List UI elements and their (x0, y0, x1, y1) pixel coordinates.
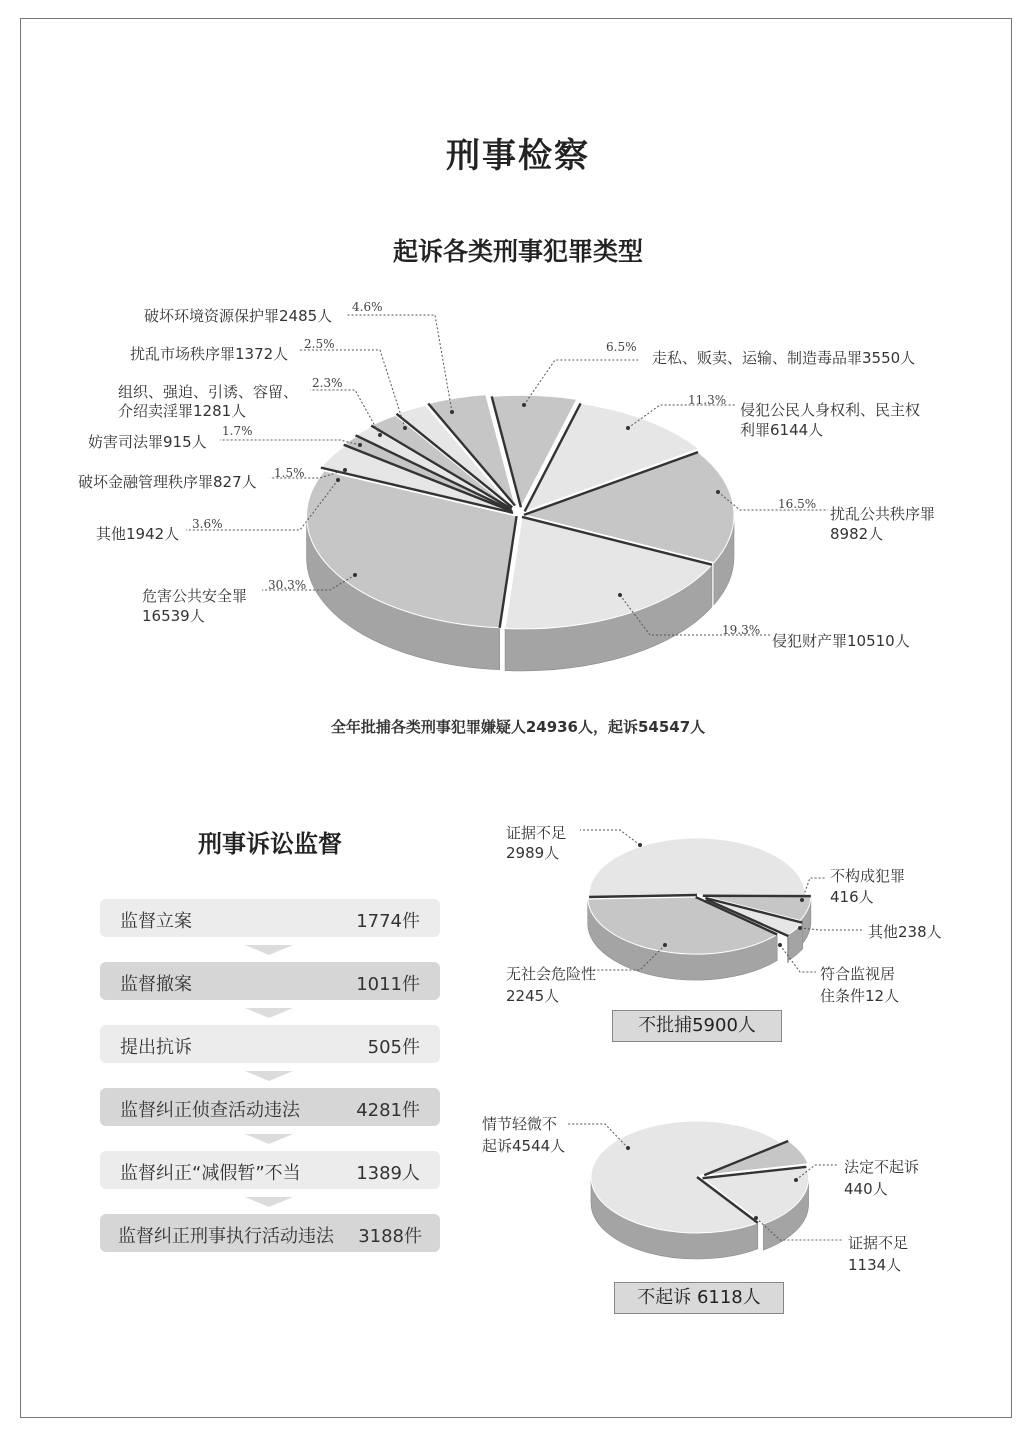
slice-label-no-danger-1: 无社会危险性 (506, 965, 597, 983)
leader-dot (378, 433, 382, 437)
pie-slice-side (788, 936, 789, 963)
leader-dot (336, 478, 340, 482)
leader-dot (353, 573, 357, 577)
down-arrow-icon (245, 945, 293, 955)
leader-dot (778, 943, 782, 947)
slice-label-environment: 破坏环境资源保护罪2485人 (144, 307, 333, 325)
supervision-title: 刑事诉讼监督 (198, 830, 342, 858)
slice-label-public-safety-2: 16539人 (142, 607, 205, 625)
slice-label-insufficient-evidence-1: 证据不足 (506, 824, 567, 842)
leader-dot (450, 410, 454, 414)
supervision-row-value: 3188件 (358, 1226, 422, 1247)
leader-line (346, 315, 452, 412)
leader-dot (343, 468, 347, 472)
slice-label-no-danger-2: 2245人 (506, 987, 560, 1005)
slice-label-prostitution-1: 组织、强迫、引诱、容留、 (118, 383, 299, 401)
leader-dot (754, 1216, 758, 1220)
supervision-row-label: 监督立案 (120, 911, 192, 932)
supervision-row (100, 1025, 440, 1063)
supervision-row-label: 监督纠正“减假暂”不当 (120, 1163, 301, 1184)
slice-label-not-crime-1: 不构成犯罪 (830, 867, 906, 885)
supervision-row-label: 提出抗诉 (120, 1037, 192, 1058)
supervision-row (100, 1088, 440, 1126)
summary-text: 全年批捕各类刑事犯罪嫌疑人24936人，起诉54547人 (330, 718, 706, 736)
slice-label-minor-1: 情节轻微不 (482, 1115, 558, 1133)
pct-label-prostitution: 2.3% (312, 376, 343, 390)
slice-label-prostitution-2: 介绍卖淫罪1281人 (118, 402, 247, 420)
slice-label-statutory-2: 440人 (844, 1180, 888, 1198)
slice-label-personal-rights-2: 利罪6144人 (740, 421, 824, 439)
supervision-row-value: 4281件 (356, 1100, 420, 1121)
leader-dot (403, 426, 407, 430)
page-title: 刑事检察 (446, 136, 590, 176)
pie-slice (589, 838, 805, 897)
supervision-row (100, 1214, 440, 1252)
pct-label-other: 3.6% (192, 517, 223, 531)
pct-label-judicial: 1.7% (222, 424, 253, 438)
leader-dot (626, 1146, 630, 1150)
slice-label-public-safety-1: 危害公共安全罪 (142, 587, 248, 605)
pct-label-market-order: 2.5% (304, 337, 335, 351)
leader-dot (716, 490, 720, 494)
slice-label-personal-rights-1: 侵犯公民人身权利、民主权 (740, 401, 921, 419)
pct-label-drugs: 6.5% (606, 340, 637, 354)
leader-dot (798, 926, 802, 930)
down-arrow-icon (245, 1134, 293, 1144)
leader-dot (626, 426, 630, 430)
pct-label-property: 19.3% (722, 623, 761, 637)
leader-dot (618, 593, 622, 597)
slice-label-statutory-1: 法定不起诉 (844, 1158, 920, 1176)
pct-label-public-safety: 30.3% (268, 578, 307, 592)
leader-line (580, 830, 640, 845)
supervision-row-value: 1389人 (356, 1163, 420, 1184)
supervision-row-value: 505件 (367, 1037, 420, 1058)
main-chart-title: 起诉各类刑事犯罪类型 (392, 237, 643, 266)
slice-label-evidence-1: 证据不足 (848, 1234, 909, 1252)
pct-label-public-order: 16.5% (778, 497, 817, 511)
pct-label-personal-rights: 11.3% (688, 393, 727, 407)
slice-label-other: 其他1942人 (96, 525, 180, 543)
slice-label-evidence-2: 1134人 (848, 1256, 902, 1274)
down-arrow-icon (245, 1197, 293, 1207)
down-arrow-icon (245, 1071, 293, 1081)
supervision-row-value: 1774件 (356, 911, 420, 932)
slice-label-surveillance-1: 符合监视居 (820, 965, 896, 983)
supervision-row-value: 1011件 (356, 974, 420, 995)
slice-label-surveillance-2: 住条件12人 (820, 987, 900, 1005)
slice-label-property: 侵犯财产罪10510人 (772, 632, 910, 650)
leader-line (220, 440, 360, 445)
slice-label-market-order: 扰乱市场秩序罪1372人 (130, 345, 289, 363)
non-prosecution-total: 不起诉 6118人 (614, 1282, 784, 1314)
supervision-row (100, 962, 440, 1000)
slice-label-minor-2: 起诉4544人 (482, 1137, 566, 1155)
slice-label-public-order-1: 扰乱公共秩序罪 (830, 505, 936, 523)
pct-label-financial: 1.5% (274, 466, 305, 480)
slice-label-other-238: 其他238人 (868, 923, 942, 941)
supervision-row-label: 监督撤案 (120, 974, 192, 995)
leader-dot (800, 898, 804, 902)
slice-label-drugs: 走私、贩卖、运输、制造毒品罪3550人 (652, 349, 916, 367)
slice-label-insufficient-evidence-2: 2989人 (506, 844, 560, 862)
supervision-row (100, 899, 440, 937)
leader-dot (638, 843, 642, 847)
supervision-row-label: 监督纠正刑事执行活动违法 (118, 1226, 334, 1247)
leader-dot (794, 1178, 798, 1182)
leader-dot (358, 443, 362, 447)
supervision-row-label: 监督纠正侦查活动违法 (120, 1100, 300, 1121)
leader-dot (522, 403, 526, 407)
non-arrest-total: 不批捕5900人 (612, 1010, 782, 1042)
leader-dot (663, 943, 667, 947)
slice-label-financial: 破坏金融管理秩序罪827人 (78, 473, 257, 491)
slice-label-public-order-2: 8982人 (830, 525, 884, 543)
slice-label-judicial: 妨害司法罪915人 (88, 433, 207, 451)
pct-label-environment: 4.6% (352, 300, 383, 314)
supervision-row (100, 1151, 440, 1189)
slice-label-not-crime-2: 416人 (830, 888, 874, 906)
down-arrow-icon (245, 1008, 293, 1018)
